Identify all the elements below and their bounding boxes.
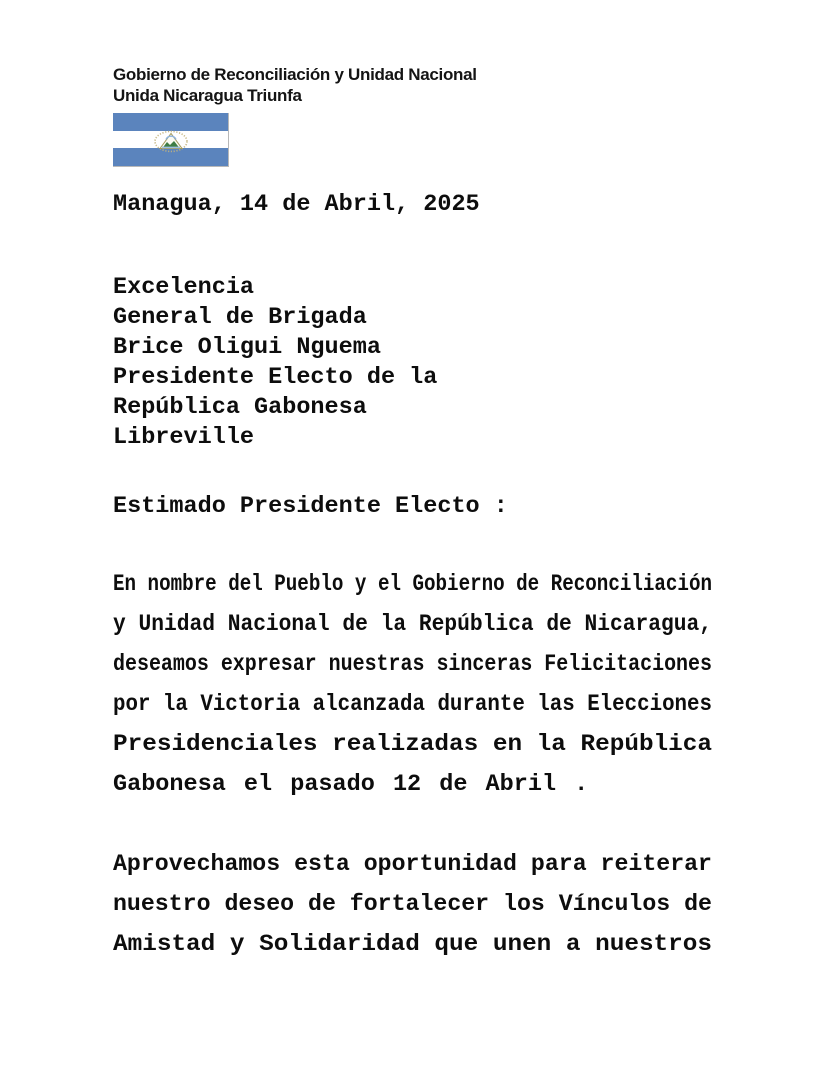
- body-line: Gabonesa el pasado 12 de Abril .: [113, 771, 589, 798]
- body-paragraph: [113, 565, 712, 805]
- recipient-line: Excelencia: [113, 274, 255, 301]
- body-line: Aprovechamos esta oportunidad para reiterar: [113, 851, 712, 878]
- body-line: deseamos expresar nuestras sinceras Felicitaciones: [113, 651, 712, 678]
- nicaragua-coat-of-arms-icon: [152, 129, 190, 153]
- body-line: nuestro deseo de fortalecer los Vínculos de: [113, 891, 712, 918]
- body-line: En nombre del Pueblo y el Gobierno de Reconciliación: [113, 571, 712, 598]
- body-paragraph: [113, 845, 712, 965]
- recipient-address: [113, 273, 712, 453]
- salutation: Estimado Presidente Electo :: [113, 493, 508, 520]
- nicaragua-flag: [113, 113, 229, 167]
- letterhead-line1: Gobierno de Reconciliación y Unidad Nacional: [113, 65, 477, 84]
- letter-body: [113, 565, 712, 965]
- body-line: Presidenciales realizadas en la República: [113, 731, 712, 758]
- body-line: por la Victoria alcanzada durante las Elecciones: [113, 691, 712, 718]
- recipient-line: Presidente Electo de la: [113, 364, 438, 391]
- flag-stripe-white: [113, 131, 228, 148]
- letterhead: [113, 64, 712, 106]
- body-line: y Unidad Nacional de la República de Nicaragua,: [113, 611, 712, 638]
- recipient-line: Brice Oligui Nguema: [113, 334, 381, 361]
- letter-content: [113, 64, 712, 965]
- letterhead-line2: Unida Nicaragua Triunfa: [113, 86, 302, 105]
- recipient-line: Libreville: [113, 424, 255, 451]
- recipient-line: General de Brigada: [113, 304, 367, 331]
- body-line: Amistad y Solidaridad que unen a nuestros: [113, 931, 712, 958]
- date-line: Managua, 14 de Abril, 2025: [113, 191, 480, 218]
- recipient-line: República Gabonesa: [113, 394, 367, 421]
